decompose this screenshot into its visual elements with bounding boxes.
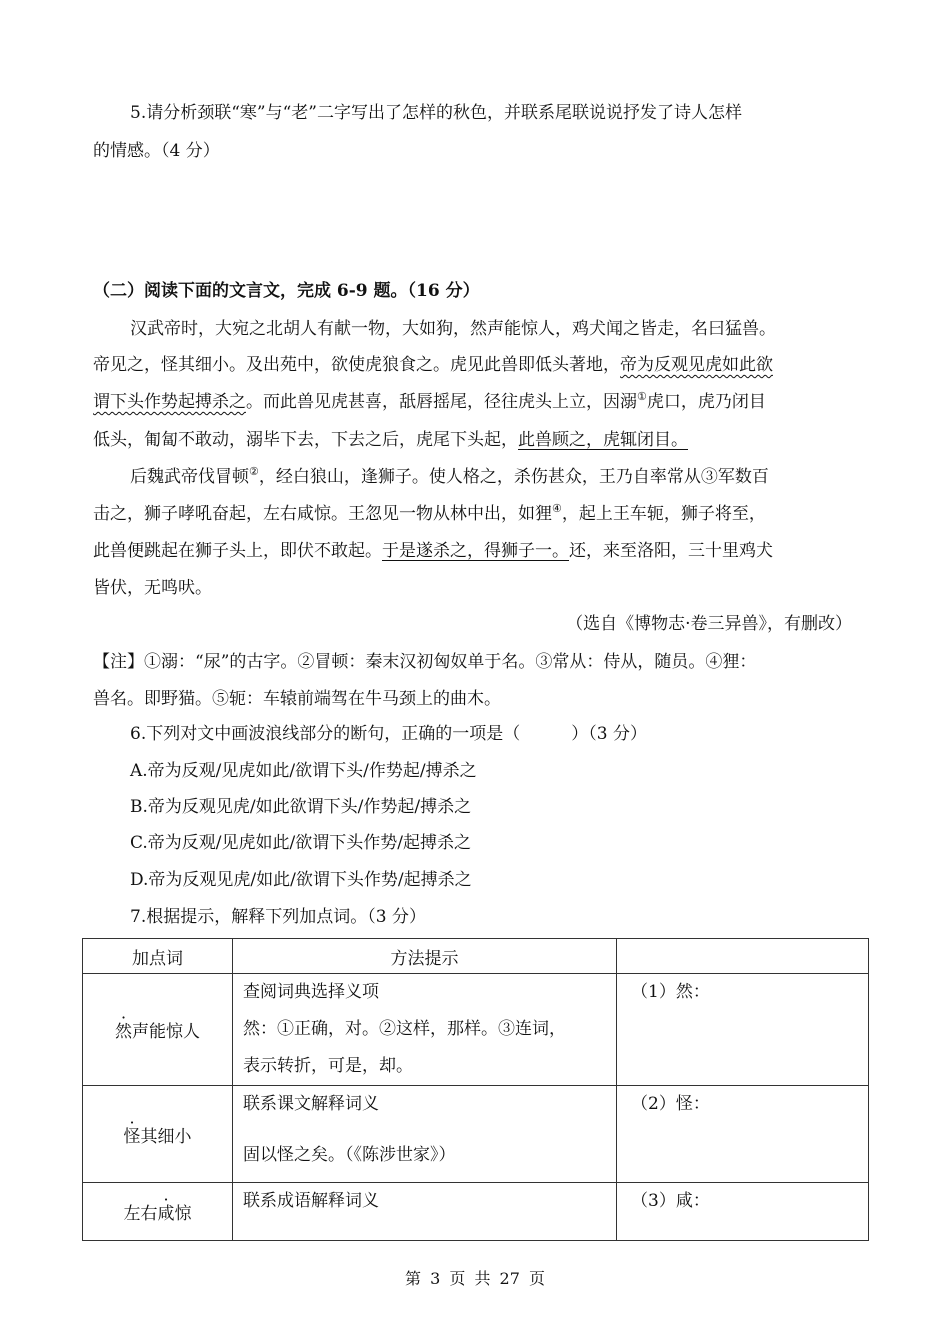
underlined-text: 此兽顾之，虎辄闭目。 [518,430,688,450]
passage-text: 帝见之，怪其细小。及出苑中，欲使虎狼食之。虎见此兽即低头著地， [93,355,620,375]
footnote-marker: ④ [552,502,562,515]
passage-text: 此兽便跳起在狮子头上，即伏不敢起。 [93,541,382,561]
footnote-marker: ① [637,390,647,403]
passage-p1-line4 [93,428,688,452]
table-row [83,974,869,1086]
q7-stem: 7.根据提示，解释下列加点词。（3 分） [130,907,426,927]
answer-cell [617,974,869,1086]
q7-table [82,938,869,1241]
passage-text: 还，来至洛阳，三十里鸡犬 [569,541,773,561]
answer-label: （1）然： [631,982,710,1002]
hint-line: 然：①正确，对。②这样，那样。③连词， [243,1019,566,1039]
passage-p1-line2 [93,353,773,377]
hint-line: 联系课文解释词义 [243,1094,379,1114]
hint-example-text: 之矣。（《陈涉世家》） [294,1145,456,1165]
hint-cell [233,1086,617,1183]
passage-p1-line1: 汉武帝时，大宛之北胡人有献一物，大如狗，然声能惊人，鸡犬闻之皆走，名曰猛兽。 [130,319,776,339]
dotted-char: 怪 [123,1126,141,1147]
q6-stem: 6.下列对文中画波浪线部分的断句，正确的一项是（ ）（3 分） [130,724,647,744]
word-rest: 惊 [174,1204,192,1224]
passage-text: 击之，狮子哮吼奋起，左右咸惊。王忽见一物从林中出，如狸 [93,504,552,524]
table-row [83,1183,869,1241]
notes-line1: 【注】①溺：“尿”的古字。②冒顿：秦末汉初匈奴单于名。③常从：侍从，随员。④狸： [93,652,757,672]
q6-option-c: C.帝为反观/见虎如此/欲谓下头作势/起搏杀之 [130,833,471,853]
answer-cell [617,1086,869,1183]
hint-line: 表示转折，可是，却。 [243,1056,413,1076]
dotted-char: 然 [115,1022,132,1042]
hint-cell [233,1183,617,1241]
page-footer: 第 3 页 共 27 页 [405,1269,545,1288]
dotted-char: 怪 [277,1145,294,1165]
passage-text: ，经白狼山，逢狮子。使人格之，杀伤甚众，王乃自率常从③军数百 [258,467,769,487]
q5-line2: 的情感。（4 分） [93,141,220,161]
hint-example-text: 固以 [243,1145,277,1165]
underlined-text: 于是遂杀之，得狮子一。 [382,541,569,561]
passage-p1-line3 [93,390,766,414]
word-cell [83,1183,233,1241]
hint-line: 联系成语解释词义 [243,1191,379,1211]
answer-label: （2）怪： [631,1094,710,1114]
passage-p2-line4: 皆伏，无鸣吠。 [93,578,212,598]
passage-p2-line3 [93,539,773,563]
passage-text: 虎口，虎乃闭目 [646,392,766,412]
notes-line2: 兽名。即野猫。⑤轭：车辕前端驾在牛马颈上的曲木。 [93,689,501,709]
dotted-char: 咸 [157,1204,175,1224]
passage-text: 。而此兽见虎甚喜，舐唇摇尾，径往虎头上立，因溺 [246,392,637,412]
passage-text: 低头，匍匐不敢动，溺毕下去，下去之后，虎尾下头起， [93,430,518,450]
q6-option-a: A.帝为反观/见虎如此/欲谓下头/作势起/搏杀之 [130,761,477,781]
q6-option-b: B.帝为反观见虎/如此欲谓下头/作势起/搏杀之 [130,797,472,817]
passage-p2-line2 [93,502,766,526]
wavy-underline-text: 帝为反观见虎如此欲 [620,355,773,375]
table-header-cell [617,939,869,974]
passage-p2-line1 [130,465,769,489]
q5-line1: 5.请分析颈联“寒”与“老”二字写出了怎样的秋色，并联系尾联说说抒发了诗人怎样 [130,103,742,123]
answer-cell [617,1183,869,1241]
hint-line: 查阅词典选择义项 [243,982,379,1002]
passage-text: 后魏武帝伐冒顿 [130,467,249,487]
word-cell [83,974,233,1086]
word-rest: 声能惊人 [132,1022,200,1042]
hint-example [243,1137,616,1174]
passage-text: ，起上王车轭，狮子将至， [561,504,766,524]
table-header-row [83,939,869,974]
footnote-marker: ② [249,465,259,478]
table-header-cell: 加点词 [83,939,233,974]
word-cell [83,1086,233,1183]
table-header-cell: 方法提示 [233,939,617,974]
hint-cell [233,974,617,1086]
wavy-underline-text: 谓下头作势起搏杀之 [93,392,246,412]
section-title: （二）阅读下面的文言文，完成 6-9 题。（16 分） [93,281,480,301]
passage-source: （选自《博物志·卷三异兽》，有删改） [566,614,852,634]
word-pre: 左右 [123,1204,158,1224]
q6-option-d: D.帝为反观见虎/如此/欲谓下头作势/起搏杀之 [130,870,472,890]
word-rest: 其细小 [140,1126,192,1147]
answer-label: （3）咸： [631,1191,710,1211]
table-row [83,1086,869,1183]
